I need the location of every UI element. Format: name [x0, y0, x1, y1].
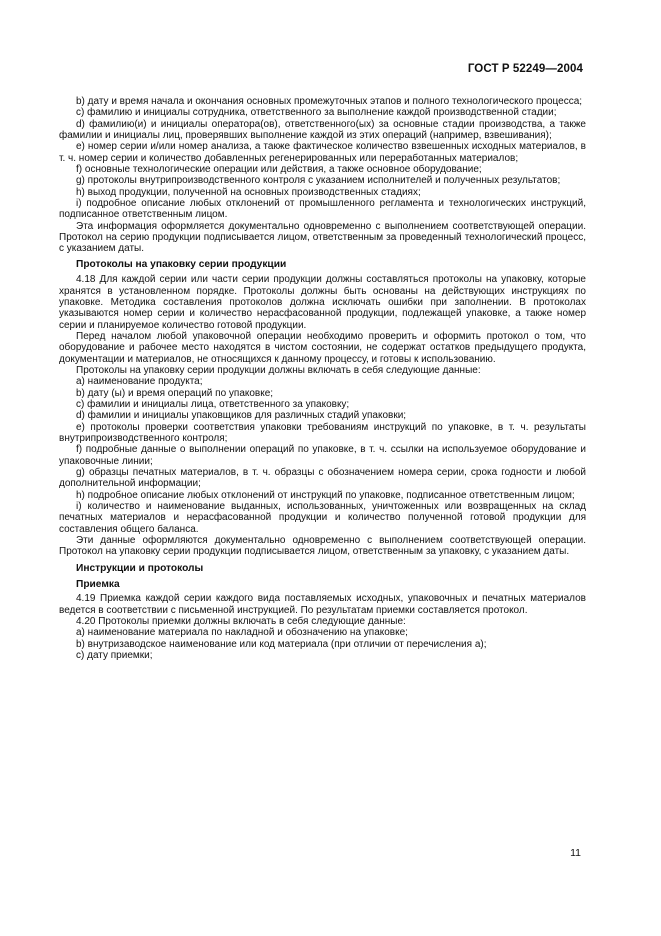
paragraph: h) подробное описание любых отклонений от инструкций по упаковке, подписанное ответственным лицом; [76, 489, 575, 501]
paragraph: g) протоколы внутрипроизводственного контроля с указанием исполнителей и полученных результатов; [76, 175, 561, 187]
paragraph: c) дату приемки; [76, 650, 153, 662]
document-code: ГОСТ Р 52249—2004 [467, 63, 583, 75]
paragraph: 4.18 Для каждой серии или части серии продукции должны составляться протоколы на упаковку, которые хранятся в установленном порядке. Протоколы должны быть основаны на действующих инструкциях по упаковке. Методика составления протоколов должна исключать ошибки при заполнении. В протоколах указываются номер серии и количество нерасфасованной продукции, подлежащей упаковке, а также номер серии и планируемое количество готовой продукции. [59, 274, 586, 331]
paragraph: f) основные технологические операции или действия, а также основное оборудование; [76, 164, 482, 176]
paragraph: Протоколы на упаковку серии продукции должны включать в себя следующие данные: [76, 364, 481, 376]
paragraph: i) подробное описание любых отклонений от промышленного регламента и технологических инструкций, подписанное ответственным лицом. [59, 198, 586, 221]
receiving-section [59, 593, 586, 661]
paragraph: e) протоколы проверки соответствия упаковки требованиям инструкций по упаковке, в т. ч. результаты внутрипроизводственного контроля; [59, 421, 586, 444]
packaging-record-section [59, 274, 586, 558]
paragraph: 4.19 Приемка каждой серии каждого вида поставляемых исходных, упаковочных и печатных материалов ведется в соответствии с письменной инструкцией. По результатам приемки составляется протокол. [59, 593, 586, 616]
paragraph: c) фамилию и инициалы сотрудника, ответственного за выполнение каждой производственной стадии; [76, 107, 557, 119]
paragraph: g) образцы печатных материалов, в т. ч. образцы с обозначением номера серии, срока годности и любой дополнительной информации; [59, 467, 586, 490]
section-heading: Протоколы на упаковку серии продукции [76, 258, 287, 270]
page-number: 11 [570, 847, 581, 859]
paragraph: d) фамилии и инициалы упаковщиков для различных стадий упаковки; [76, 410, 407, 422]
production-record-list [59, 96, 586, 255]
paragraph: i) количество и наименование выданных, использованных, уничтоженных или возвращенных на склад печатных материалов и нерасфасованной продукции и количество полученной готовой продукции для составления общего баланса. [59, 501, 586, 535]
paragraph: b) внутризаводское наименование или код материала (при отличии от перечисления а); [76, 638, 487, 650]
paragraph: f) подробные данные о выполнении операций по упаковке, в т. ч. ссылки на используемое оборудование и упаковочные линии; [59, 444, 586, 467]
paragraph: Эта информация оформляется документально одновременно с выполнением соответствующей операции. Протокол на серию продукции подписывается лицом, ответственным за проведенный технологический процесс, с указанием даты. [59, 220, 586, 255]
paragraph: c) фамилии и инициалы лица, ответственного за упаковку; [76, 398, 350, 410]
paragraph: e) номер серии и/или номер анализа, а также фактическое количество взвешенных исходных материалов, в т. ч. номер серии и количество добавленных регенерированных или переработанных материалов; [59, 141, 586, 164]
section-heading: Инструкции и протоколы [76, 562, 204, 574]
paragraph: d) фамилию(и) и инициалы оператора(ов), ответственного(ых) за основные стадии производства, а также фамилии и инициалы лиц, проверявших выполнение каждой из этих операций (например, взвешивания); [59, 118, 586, 142]
paragraph: h) выход продукции, полученной на основных производственных стадиях; [76, 186, 421, 198]
paragraph: Эти данные оформляются документально одновременно с выполнением соответствующей операции. Протокол на упаковку серии продукции подписывается лицом, ответственным за упаковку, с указанием даты. [59, 535, 586, 558]
subsection-heading: Приемка [76, 579, 120, 591]
paragraph: 4.20 Протоколы приемки должны включать в себя следующие данные: [76, 616, 406, 628]
document-body [59, 96, 586, 662]
paragraph: a) наименование продукта; [76, 376, 203, 388]
paragraph: b) дату и время начала и окончания основных промежуточных этапов и полного технологического процесса; [76, 96, 583, 107]
paragraph: b) дату (ы) и время операций по упаковке; [76, 387, 274, 399]
paragraph: a) наименование материала по накладной и обозначению на упаковке; [76, 627, 408, 639]
paragraph: Перед началом любой упаковочной операции необходимо проверить и оформить протокол о том, что оборудование и рабочее место находятся в чистом состоянии, не содержат остатков предыдущего продукта, документации и материалов, не относящихся к данному процессу, и готовы к использованию. [59, 330, 586, 365]
